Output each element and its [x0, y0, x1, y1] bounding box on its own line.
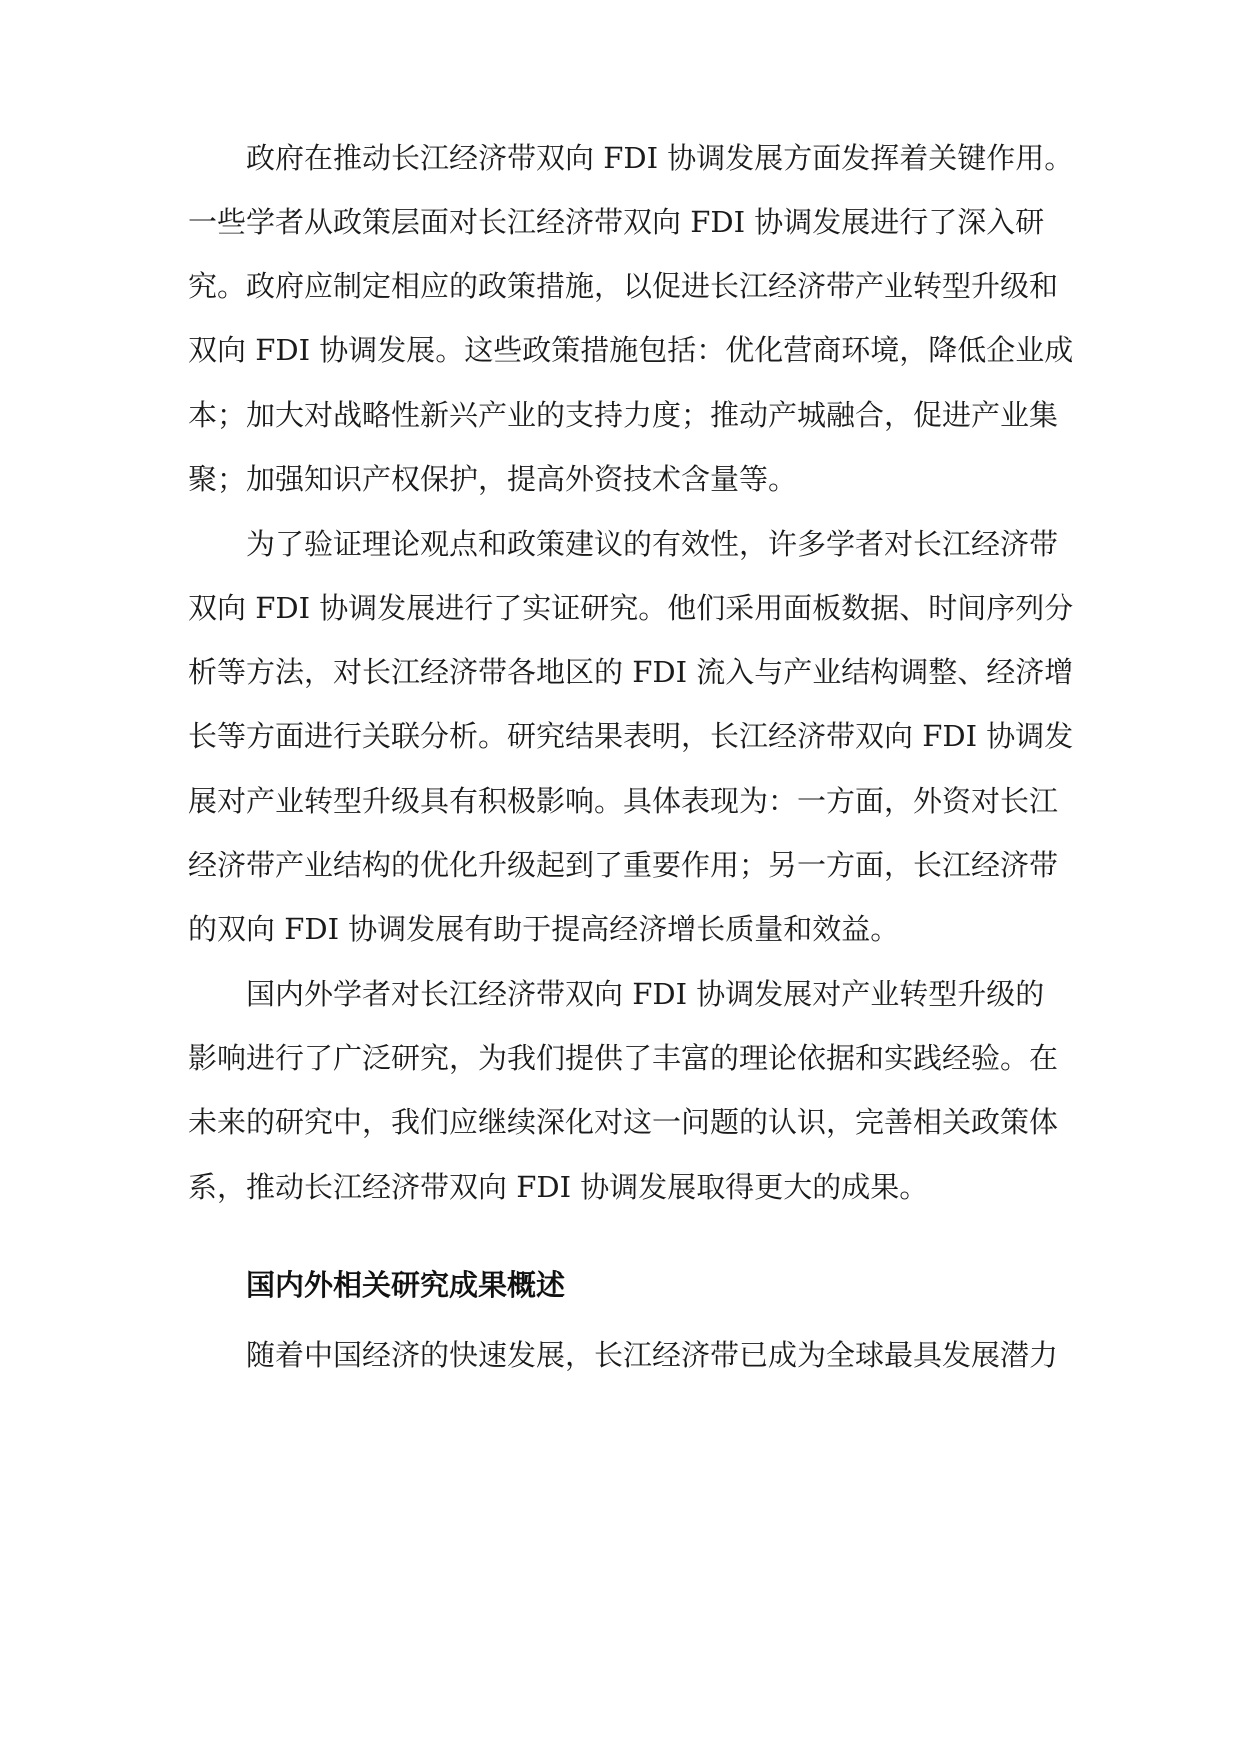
- paragraph-line: 析等方法，对长江经济带各地区的 FDI 流入与产业结构调整、经济增: [188, 655, 1074, 689]
- paragraph-line: 展对产业转型升级具有积极影响。具体表现为：一方面，外资对长江: [188, 784, 1059, 818]
- paragraph-line: 双向 FDI 协调发展。这些政策措施包括：优化营商环境，降低企业成: [188, 333, 1074, 367]
- paragraph-line: 长等方面进行关联分析。研究结果表明，长江经济带双向 FDI 协调发: [188, 719, 1074, 753]
- paragraph-line: 的双向 FDI 协调发展有助于提高经济增长质量和效益。: [188, 912, 900, 946]
- paragraph-line: 随着中国经济的快速发展，长江经济带已成为全球最具发展潜力: [246, 1338, 1059, 1372]
- paragraph-line: 系，推动长江经济带双向 FDI 协调发展取得更大的成果。: [188, 1170, 929, 1204]
- section-heading: 国内外相关研究成果概述: [246, 1268, 566, 1302]
- paragraph-line: 究。政府应制定相应的政策措施，以促进长江经济带产业转型升级和: [188, 269, 1059, 303]
- paragraph-line: 聚；加强知识产权保护，提高外资技术含量等。: [188, 462, 798, 496]
- paragraph-line: 国内外学者对长江经济带双向 FDI 协调发展对产业转型升级的: [246, 977, 1045, 1011]
- paragraph-line: 为了验证理论观点和政策建议的有效性，许多学者对长江经济带: [246, 527, 1059, 561]
- paragraph-line: 影响进行了广泛研究，为我们提供了丰富的理论依据和实践经验。在: [188, 1041, 1059, 1075]
- paragraph-line: 经济带产业结构的优化升级起到了重要作用；另一方面，长江经济带: [188, 848, 1059, 882]
- paragraph-line: 本；加大对战略性新兴产业的支持力度；推动产城融合，促进产业集: [188, 398, 1059, 432]
- paragraph-line: 一些学者从政策层面对长江经济带双向 FDI 协调发展进行了深入研: [188, 205, 1045, 239]
- paragraph-line: 未来的研究中，我们应继续深化对这一问题的认识，完善相关政策体: [188, 1105, 1059, 1139]
- paragraph-line: 政府在推动长江经济带双向 FDI 协调发展方面发挥着关键作用。: [246, 141, 1074, 175]
- paragraph-line: 双向 FDI 协调发展进行了实证研究。他们采用面板数据、时间序列分: [188, 591, 1074, 625]
